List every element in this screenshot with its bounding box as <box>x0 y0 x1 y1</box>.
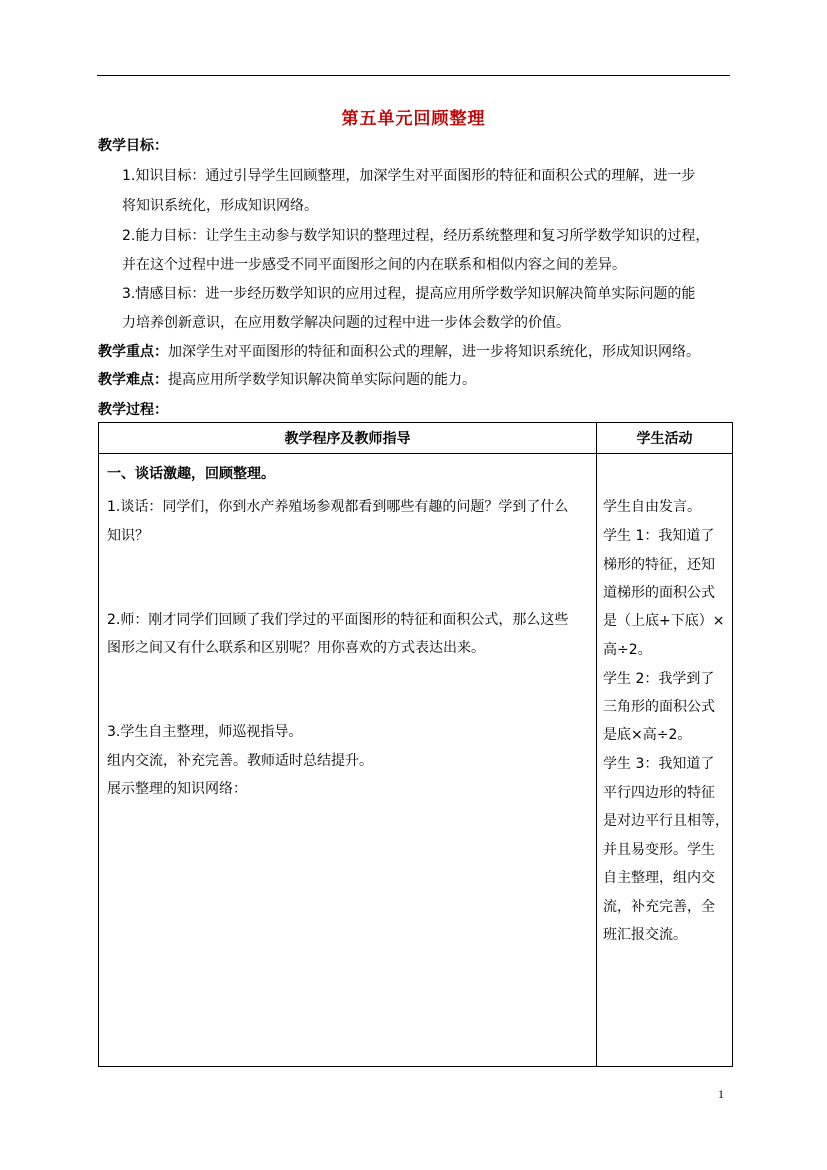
page-title: 第五单元回顾整理 <box>341 109 486 129</box>
guidance-line: 2.师：刚才同学们回顾了我们学过的平面图形的特征和面积公式，那么这些 <box>107 612 569 628</box>
guidance-line: 3.学生自主整理，师巡视指导。 <box>107 724 303 740</box>
activity-line: 学生 1：我知道了 <box>603 528 715 544</box>
difficult-point-text: 提高应用所学数学知识解决简单实际问题的能力。 <box>168 372 476 388</box>
page-number: 1 <box>718 1087 724 1101</box>
objectives-heading: 教学目标： <box>98 138 168 154</box>
activity-line: 道梯形的面积公式 <box>603 585 715 601</box>
student-activity-cell <box>597 454 733 1067</box>
guidance-line: 图形之间又有什么联系和区别呢？用你喜欢的方式表达出来。 <box>107 640 485 656</box>
objective-line: 3.情感目标：进一步经历数学知识的应用过程，提高应用所学数学知识解决简单实际问题的能 <box>122 286 696 302</box>
objective-line: 力培养创新意识，在应用数学解决问题的过程中进一步体会数学的价值。 <box>122 315 570 331</box>
guidance-line: 知识？ <box>107 528 149 544</box>
activity-line: 平行四边形的特征 <box>603 785 715 801</box>
objective-line: 并在这个过程中进一步感受不同平面图形之间的内在联系和相似内容之间的差异。 <box>122 257 626 273</box>
difficult-point-label: 教学难点： <box>98 372 168 388</box>
activity-line: 高÷2。 <box>603 642 652 658</box>
table-row <box>99 454 733 1067</box>
teacher-guidance-cell <box>99 454 597 1067</box>
activity-line: 是底×高÷2。 <box>603 727 692 743</box>
activity-line: 三角形的面积公式 <box>603 699 715 715</box>
activity-line: 学生 2：我学到了 <box>603 671 715 687</box>
key-point-text: 加深学生对平面图形的特征和面积公式的理解，进一步将知识系统化，形成知识网络。 <box>168 344 700 360</box>
guidance-line: 展示整理的知识网络： <box>107 781 247 797</box>
activity-line: 学生自由发言。 <box>603 499 701 515</box>
activity-line: 是对边平行且相等， <box>603 813 729 829</box>
column-header-student: 学生活动 <box>597 423 733 454</box>
activity-line: 自主整理，组内交 <box>603 870 715 886</box>
activity-line: 流，补充完善，全 <box>603 899 715 915</box>
objective-line: 2.能力目标：让学生主动参与数学知识的整理过程，经历系统整理和复习所学数学知识的过程， <box>122 228 710 244</box>
activity-line: 班汇报交流。 <box>603 927 687 943</box>
section-title: 一、谈话激趣，回顾整理。 <box>107 466 275 482</box>
table-header-row <box>99 423 733 454</box>
guidance-line: 1.谈话：同学们，你到水产养殖场参观都看到哪些有趣的问题？学到了什么 <box>107 499 569 515</box>
difficult-point <box>98 370 476 390</box>
objective-line: 1.知识目标：通过引导学生回顾整理，加深学生对平面图形的特征和面积公式的理解，进一步 <box>122 168 696 184</box>
guidance-line: 组内交流，补充完善。教师适时总结提升。 <box>107 753 373 769</box>
activity-line: 学生 3：我知道了 <box>603 756 715 772</box>
key-point-label: 教学重点： <box>98 344 168 360</box>
column-header-teacher: 教学程序及教师指导 <box>99 423 597 454</box>
process-heading: 教学过程： <box>98 402 168 418</box>
activity-line: 是（上底+下底）× <box>603 613 725 629</box>
key-point <box>98 342 700 362</box>
activity-line: 梯形的特征，还知 <box>603 557 715 573</box>
lesson-process-table <box>98 422 733 1067</box>
objective-line: 将知识系统化，形成知识网络。 <box>122 198 318 214</box>
header-rule <box>97 75 730 76</box>
activity-line: 并且易变形。学生 <box>603 842 715 858</box>
